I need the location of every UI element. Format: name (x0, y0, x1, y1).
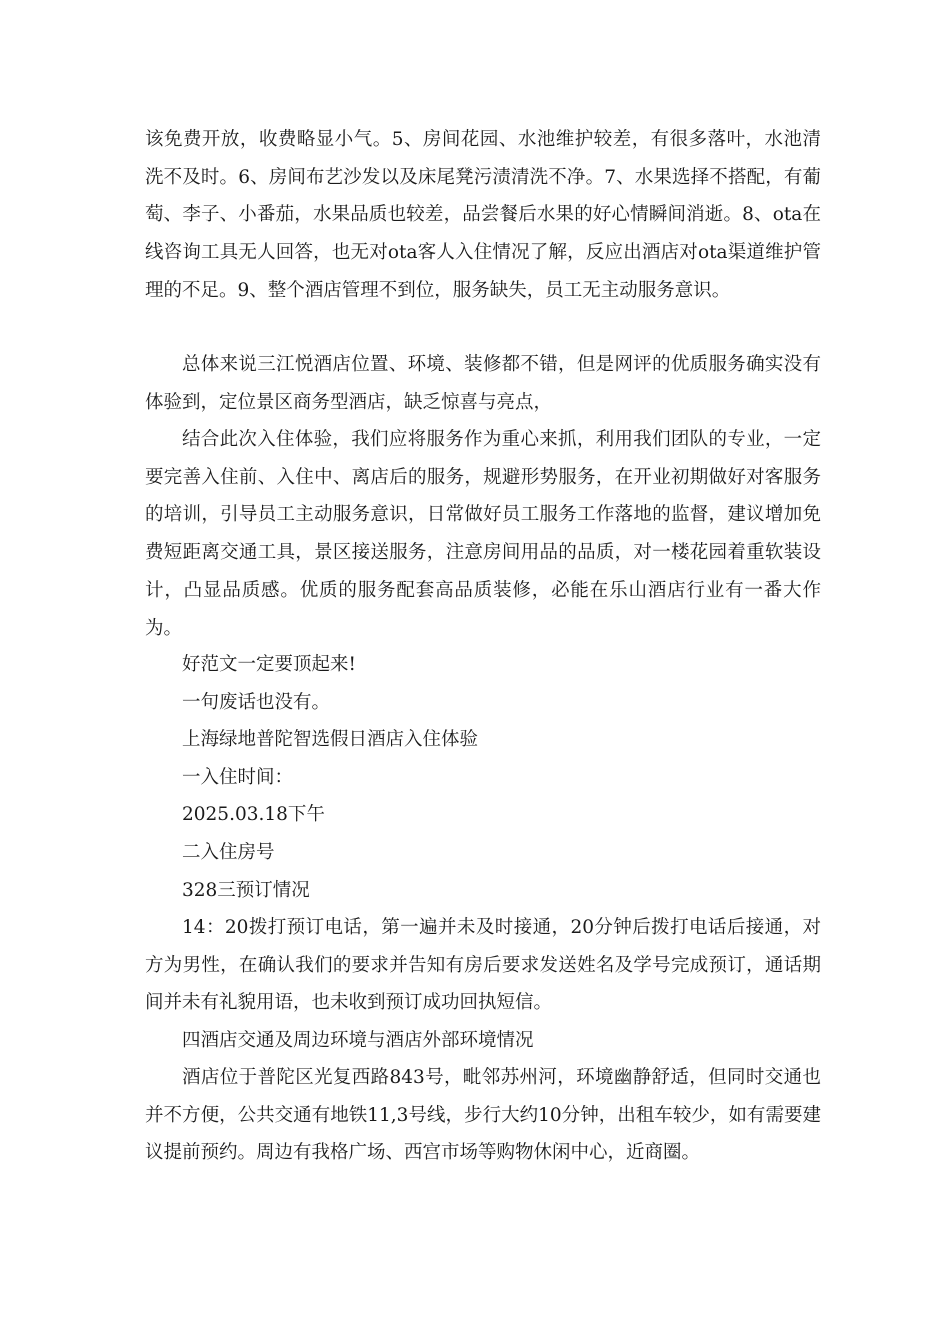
checkin-time-value: 2025.03.18下午 (182, 804, 325, 825)
line-comment-2: 一句废话也没有。 (182, 692, 331, 713)
paragraph-booking-details: 14：20拨打预订电话，第一遍并未及时接通，20分钟后拨打电话后接通，对方为男性，在确认我们的要求并告知有房后要求发送姓名及学号完成预订，通话期间并未有礼貌用语，也未收到预订成功回执短信。 (145, 917, 821, 1014)
line-comment-1: 好范文一定要顶起来! (182, 654, 356, 675)
heading-transport-environment: 四酒店交通及周边环境与酒店外部环境情况 (182, 1030, 534, 1051)
paragraph-location-details: 酒店位于普陀区光复西路843号，毗邻苏州河，环境幽静舒适，但同时交通也并不方便，公共交通有地铁11,3号线，步行大约10分钟，出租车较少，如有需要建议提前预约。周边有我格广场、西宫市场等购物休闲中心，近商圈。 (145, 1067, 821, 1164)
paragraph-summary: 总体来说三江悦酒店位置、环境、装修都不错，但是网评的优质服务确实没有体验到，定位景区商务型酒店，缺乏惊喜与亮点， (145, 354, 821, 413)
paragraph-issues-list: 该免费开放，收费略显小气。5、房间花园、水池维护较差，有很多落叶，水池清洗不及时。6、房间布艺沙发以及床尾凳污渍清洗不净。7、水果选择不搭配，有葡萄、李子、小番茄，水果品质也较差，品尝餐后水果的好心情瞬间消逝。8、ota在线咨询工具无人回答，也无对ota客人入住情况了解，反应出酒店对ota渠道维护管理的不足。9、整个酒店管理不到位，服务缺失，员工无主动服务意识。 (145, 129, 821, 301)
heading-checkin-time: 一入住时间： (182, 767, 294, 788)
section-heading-hotel-experience: 上海绿地普陀智选假日酒店入住体验 (182, 729, 479, 750)
heading-room-number: 二入住房号 (182, 842, 275, 863)
room-number-and-booking-heading: 328三预订情况 (182, 880, 310, 901)
paragraph-recommendations: 结合此次入住体验，我们应将服务作为重心来抓，利用我们团队的专业，一定要完善入住前、入住中、离店后的服务，规避形势服务，在开业初期做好对客服务的培训，引导员工主动服务意识，日常做好员工服务工作落地的监督，建议增加免费短距离交通工具，景区接送服务，注意房间用品的品质，对一楼花园着重软装设计，凸显品质感。优质的服务配套高品质装修，必能在乐山酒店行业有一番大作为。 (145, 429, 821, 639)
